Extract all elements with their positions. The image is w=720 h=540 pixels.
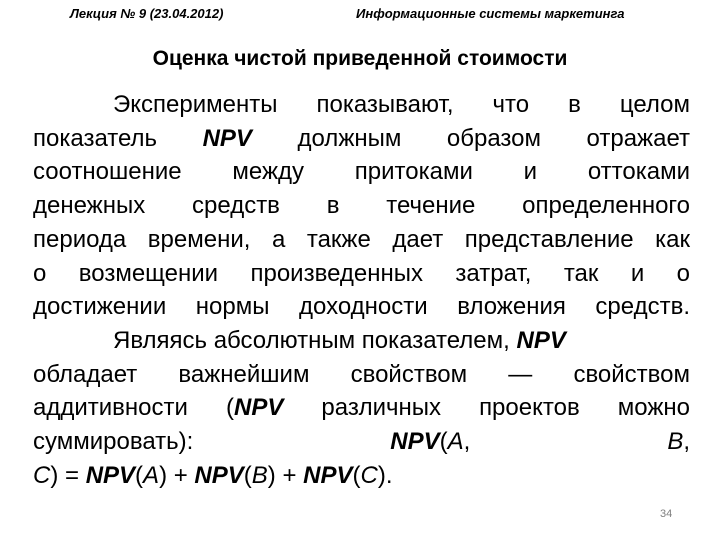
text-run: суммировать): xyxy=(33,428,391,456)
formula-run xyxy=(667,428,690,455)
text-run: ) + xyxy=(159,461,195,489)
text-run: о возмещении произведенных затрат, так и о xyxy=(33,259,690,287)
variable-a: A xyxy=(143,461,160,489)
text-run: ). xyxy=(377,461,393,489)
body-line xyxy=(33,257,690,291)
text-run: аддитивности ( xyxy=(33,394,234,422)
variable-b: B xyxy=(667,428,684,456)
body-line xyxy=(33,391,690,425)
text-run: ( xyxy=(243,461,252,489)
npv-term: NPV xyxy=(194,461,244,489)
body-line xyxy=(33,223,690,257)
variable-c: C xyxy=(33,461,51,489)
text-run: должным образом отражает xyxy=(251,124,690,152)
npv-term: NPV xyxy=(516,326,566,354)
body-line xyxy=(33,88,690,122)
body-line xyxy=(33,324,690,358)
text-run: периода времени, а также дает представление как xyxy=(33,225,690,253)
npv-term: NPV xyxy=(85,461,136,489)
text-run: ) = xyxy=(50,461,86,489)
body-line xyxy=(33,425,690,459)
body-line xyxy=(33,155,690,189)
body-line xyxy=(33,122,690,156)
text-run: ( xyxy=(135,461,144,489)
text-run: соотношение между притоками и оттоками xyxy=(33,158,690,186)
text-run: , xyxy=(683,428,690,456)
text-run: Являясь абсолютным показателем, xyxy=(113,326,517,354)
variable-c: C xyxy=(360,461,378,489)
slide-title: Оценка чистой приведенной стоимости xyxy=(152,47,568,70)
body-line xyxy=(33,459,690,493)
lecture-header: Лекция № 9 (23.04.2012) xyxy=(70,6,224,21)
npv-term: NPV xyxy=(233,394,284,422)
text-run: обладает важнейшим свойством — свойством xyxy=(33,360,690,388)
text-run: денежных средств в течение определенного xyxy=(33,192,690,220)
body-line xyxy=(33,358,690,392)
text-run: ) + xyxy=(267,461,304,489)
variable-a: A xyxy=(447,428,464,456)
text-run: Эксперименты показывают, что в целом xyxy=(113,91,690,118)
npv-term: NPV xyxy=(202,124,252,152)
npv-term: NPV xyxy=(303,461,353,489)
course-header: Информационные системы маркетинга xyxy=(356,6,625,21)
text-run: различных проектов можно xyxy=(283,394,690,422)
text-run: ( xyxy=(439,428,448,456)
text-run: достижении нормы доходности вложения средств. xyxy=(33,293,690,321)
slide-body xyxy=(33,88,690,492)
variable-b: B xyxy=(251,461,268,489)
npv-term: NPV xyxy=(390,428,440,456)
text-run: , xyxy=(463,428,471,456)
page-number: 34 xyxy=(660,508,673,520)
body-line xyxy=(33,189,690,223)
formula-run xyxy=(390,428,470,455)
body-line xyxy=(33,290,690,324)
text-run: ( xyxy=(352,461,361,489)
text-run: показатель xyxy=(33,124,203,152)
